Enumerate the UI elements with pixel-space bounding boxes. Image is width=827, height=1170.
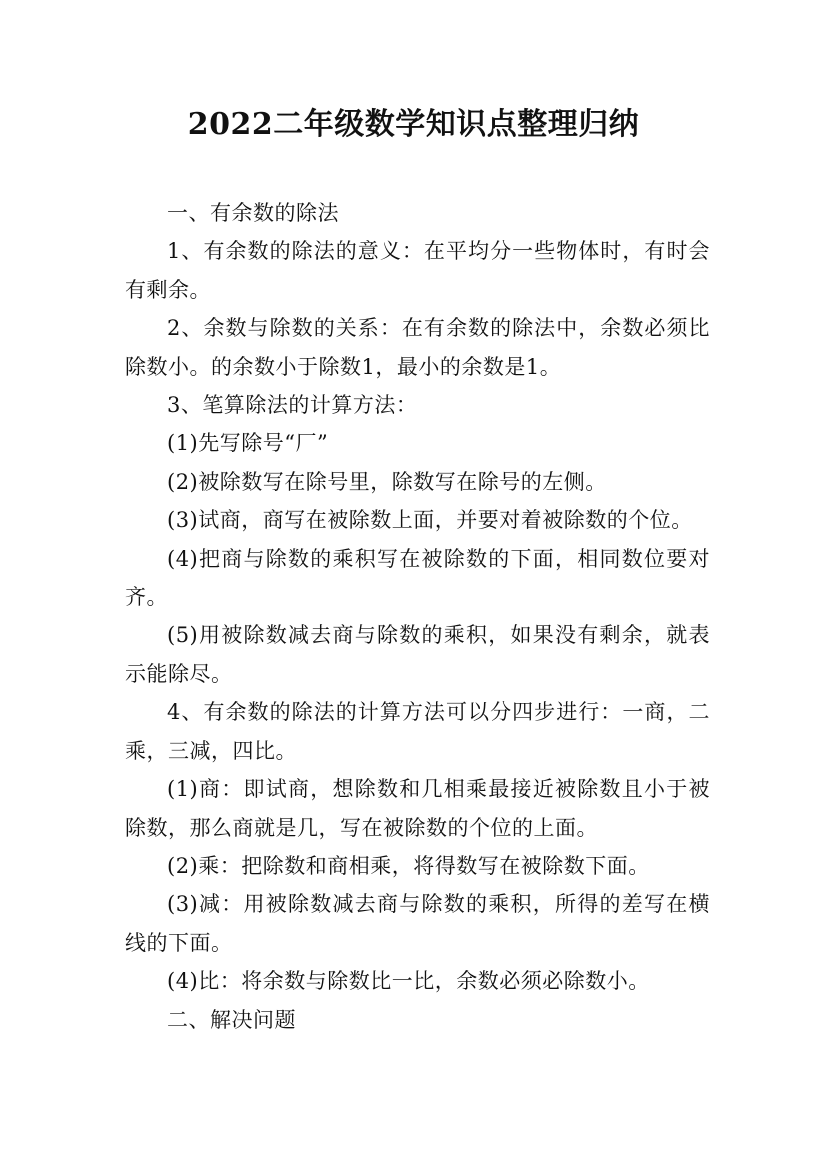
list-item: (3)试商，商写在被除数上面，并要对着被除数的个位。 [167,508,693,533]
paragraph: 4、有余数的除法的计算方法可以分四步进行：一商，二乘，三减，四比。 [125,700,710,763]
list-item: (2)乘：把除数和商相乘，将得数写在被除数下面。 [167,853,650,878]
document-title: 2022二年级数学知识点整理归纳 [187,107,640,142]
paragraph: 1、有余数的除法的意义：在平均分一些物体时，有时会有剩余。 [125,239,710,302]
list-item: (1)先写除号“厂” [167,431,329,456]
paragraph: 2、余数与除数的关系：在有余数的除法中，余数必须比除数小。的余数小于除数1，最小的余数是1。 [125,316,710,379]
list-item: (3)减：用被除数减去商与除数的乘积，所得的差写在横线的下面。 [125,892,710,955]
document-body [125,194,710,1039]
list-item: (2)被除数写在除号里，除数写在除号的左侧。 [167,469,607,494]
list-item: (1)商：即试商，想除数和几相乘最接近被除数且小于被除数，那么商就是几，写在被除数的个位的上面。 [125,777,710,840]
list-item: (4)把商与除数的乘积写在被除数的下面，相同数位要对齐。 [125,546,710,610]
list-item: (5)用被除数减去商与除数的乘积，如果没有剩余，就表示能除尽。 [125,623,710,686]
section-heading: 一、有余数的除法 [167,201,339,225]
list-item: (4)比：将余数与除数比一比，余数必须必除数小。 [167,969,650,994]
paragraph: 3、笔算除法的计算方法： [167,393,418,418]
section-heading: 二、解决问题 [167,1007,296,1032]
